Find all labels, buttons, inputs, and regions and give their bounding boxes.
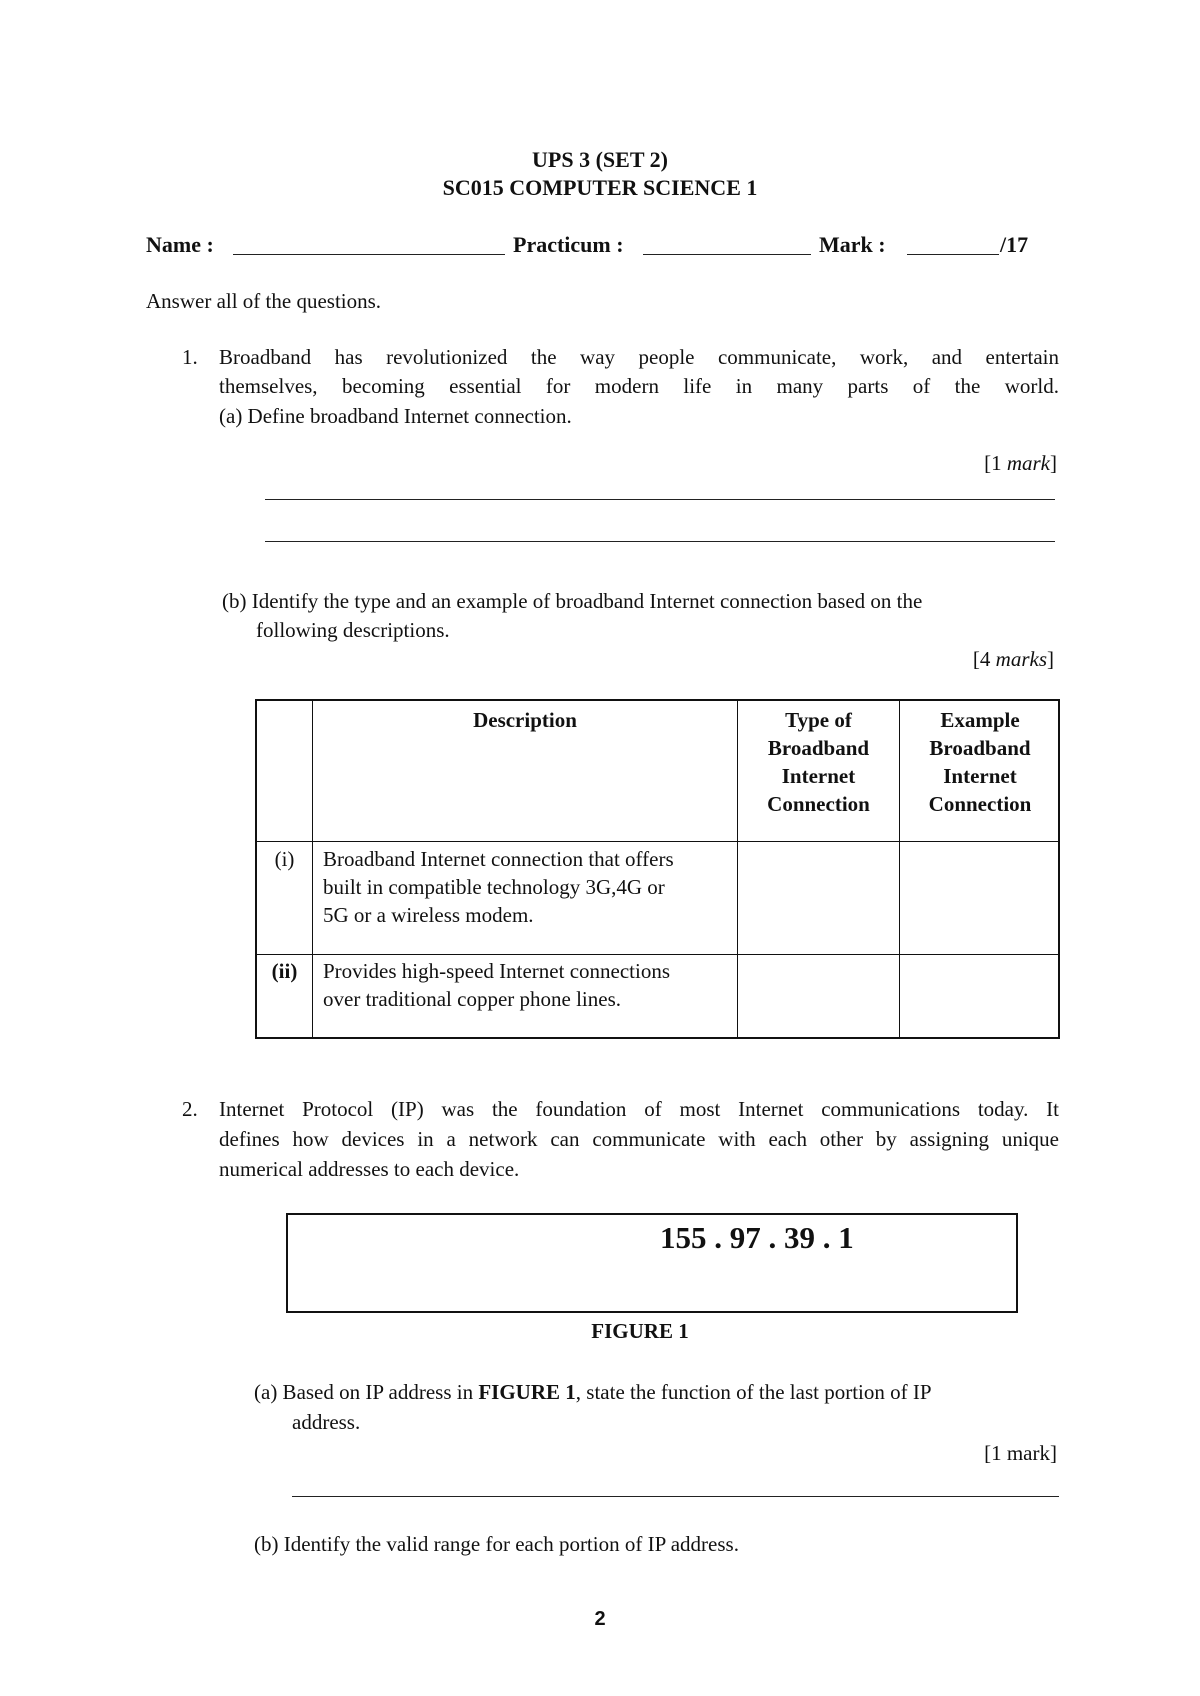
q1-number: 1. (182, 345, 198, 369)
answer-cell-example[interactable] (900, 842, 1060, 954)
figure-ip-address: 155 . 97 . 39 . 1 (660, 1220, 854, 1255)
q1-part-b-line-1: (b) Identify the type and an example of broadband Internet connection based on the (222, 589, 923, 613)
row-description (323, 845, 735, 929)
name-label: Name : (146, 232, 214, 257)
instruction-text: Answer all of the questions. (146, 289, 382, 313)
header-type-line: Connection (767, 792, 870, 816)
answer-cell-type[interactable] (738, 842, 899, 954)
header-example-line: Connection (928, 792, 1032, 816)
figure-1-box (286, 1213, 1018, 1313)
figure-1-caption: FIGURE 1 (591, 1319, 689, 1343)
mark-blank[interactable] (907, 254, 999, 255)
q1-part-b-marks: [4 marks] (972, 647, 1054, 671)
q2a-answer-line[interactable] (292, 1496, 1059, 1497)
header-example-line: Broadband (929, 736, 1031, 760)
answer-cell-example[interactable] (900, 955, 1060, 1039)
row-description-line: 5G or a wireless modem. (323, 903, 534, 927)
q2-number: 2. (182, 1097, 198, 1121)
practicum-label: Practicum : (513, 232, 624, 257)
mark-label: Mark : (819, 232, 886, 257)
page-number: 2 (594, 1608, 606, 1630)
header-type (738, 706, 899, 818)
header-description: Description (473, 708, 577, 732)
title-line-1: UPS 3 (SET 2) (532, 147, 668, 172)
header-type-line: Internet (781, 764, 856, 788)
q2-stem-line-1: Internet Protocol (IP) was the foundation of most Internet communications today. It (219, 1097, 1059, 1121)
practicum-blank[interactable] (643, 254, 811, 255)
header-type-line: Type of (785, 708, 852, 732)
q2-stem-line-3: numerical addresses to each device. (219, 1157, 520, 1181)
row-label: (i) (274, 847, 295, 871)
name-blank[interactable] (233, 254, 505, 255)
q1-part-a: (a) Define broadband Internet connection. (219, 404, 572, 428)
row-description-line: Provides high-speed Internet connections (323, 959, 670, 983)
header-example-line: Example (940, 708, 1020, 732)
table-divider (312, 701, 313, 1037)
q2-stem-line-2: defines how devices in a network can communicate with each other by assigning unique (219, 1127, 1059, 1151)
header-example-line: Internet (943, 764, 1017, 788)
header-type-line: Broadband (767, 736, 870, 760)
q1-part-b-line-2: following descriptions. (256, 618, 450, 642)
row-description-line: built in compatible technology 3G,4G or (323, 875, 665, 899)
mark-total: /17 (1000, 232, 1029, 257)
row-description-line: Broadband Internet connection that offers (323, 847, 674, 871)
row-label: (ii) (271, 959, 298, 983)
broadband-table (255, 699, 1060, 1039)
q2-part-a-marks: [1 mark] (984, 1441, 1057, 1465)
q2-part-a-line-2: address. (292, 1410, 361, 1434)
q1-stem-line-1: Broadband has revolutionized the way people communicate, work, and entertain (219, 345, 1059, 369)
row-description-line: over traditional copper phone lines. (323, 987, 621, 1011)
q2-part-b: (b) Identify the valid range for each portion of IP address. (254, 1532, 739, 1556)
header-example (900, 706, 1060, 818)
q1a-answer-line-2[interactable] (265, 541, 1055, 542)
q1-stem-line-2: themselves, becoming essential for modern life in many parts of the world. (219, 374, 1059, 398)
answer-cell-type[interactable] (738, 955, 899, 1039)
title-line-2: SC015 COMPUTER SCIENCE 1 (442, 175, 758, 200)
row-description (323, 957, 735, 1013)
q1-part-a-marks: [1 mark] (984, 451, 1057, 475)
q1a-answer-line-1[interactable] (265, 499, 1055, 500)
q2-part-a-line-1: (a) Based on IP address in FIGURE 1, state the function of the last portion of IP (254, 1380, 932, 1404)
